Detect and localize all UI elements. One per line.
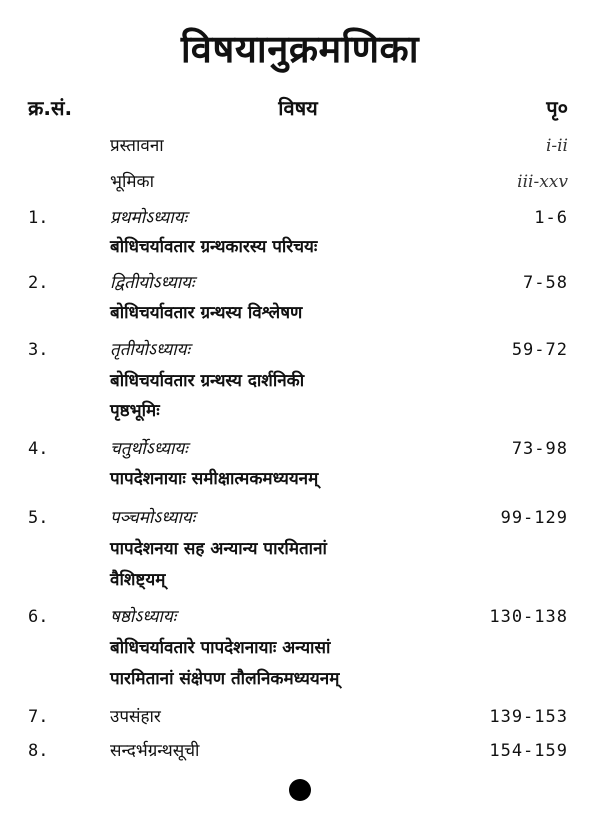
toc-entry-preface: [28, 133, 568, 159]
chapter-6-title-line-2: पारमितानां संक्षेपण तौलनिकमध्ययनम्: [110, 669, 340, 689]
entry-number: 1.: [28, 208, 49, 228]
header-page: पृ०: [546, 96, 568, 120]
entry-pages: 7-58: [523, 273, 568, 293]
entry-label: प्रथमोऽध्यायः: [110, 208, 187, 228]
chapter-1-title: बोधिचर्यावतार ग्रन्थकारस्य परिचयः: [110, 237, 318, 257]
toc-entry-chapter-8: [28, 738, 568, 764]
entry-pages: 1-6: [534, 208, 568, 228]
entry-pages: i-ii: [545, 136, 568, 156]
chapter-5-title-line-1: पापदेशनया सह अन्यान्य पारमितानां: [110, 539, 327, 559]
entry-number: 3.: [28, 340, 49, 360]
toc-entry-chapter-2: [28, 270, 568, 296]
entry-pages: 73-98: [511, 439, 568, 459]
toc-entry-chapter-4: [28, 436, 568, 462]
entry-number: 2.: [28, 273, 49, 293]
entry-number: 6.: [28, 607, 49, 627]
header-serial-number: क्र.सं.: [28, 96, 73, 120]
entry-pages: 139-153: [489, 707, 568, 727]
entry-number: 4.: [28, 439, 49, 459]
chapter-6-title-line-1: बोधिचर्यावतारे पापदेशनायाः अन्यासां: [110, 638, 331, 658]
entry-pages: 59-72: [511, 340, 568, 360]
page-title: विषयानुक्रमणिका: [180, 27, 420, 71]
chapter-3-title-line-1: बोधिचर्यावतार ग्रन्थस्य दार्शनिकी: [110, 371, 305, 391]
table-header: [28, 94, 568, 124]
entry-label: भूमिका: [110, 172, 154, 192]
toc-entry-chapter-6: [28, 604, 568, 630]
entry-number: 8.: [28, 741, 49, 761]
entry-number: 5.: [28, 508, 49, 528]
entry-number: 7.: [28, 707, 49, 727]
toc-entry-chapter-5: [28, 505, 568, 531]
entry-pages: 154-159: [489, 741, 568, 761]
toc-entry-chapter-1: [28, 205, 568, 231]
entry-label: सन्दर्भग्रन्थसूची: [110, 741, 200, 761]
toc-entry-introduction: [28, 169, 568, 195]
chapter-2-title: बोधिचर्यावतार ग्रन्थस्य विश्लेषण: [110, 303, 303, 323]
entry-pages: iii-xxv: [517, 172, 568, 192]
header-subject: विषय: [278, 96, 318, 120]
chapter-5-title-line-2: वैशिष्ट्यम्: [110, 570, 166, 590]
entry-pages: 130-138: [489, 607, 568, 627]
entry-label: षष्ठोऽध्यायः: [110, 607, 177, 627]
entry-label: उपसंहार: [110, 707, 161, 727]
entry-label: पञ्चमोऽध्यायः: [110, 508, 196, 528]
toc-entry-chapter-3: [28, 337, 568, 363]
bullet-dot-ornament: [289, 779, 311, 801]
toc-entry-chapter-7: [28, 704, 568, 730]
entry-label: चतुर्थोऽध्यायः: [110, 439, 188, 459]
chapter-3-title-line-2: पृष्ठभूमिः: [110, 401, 160, 421]
entry-pages: 99-129: [500, 508, 568, 528]
entry-label: प्रस्तावना: [110, 136, 164, 156]
entry-label: द्वितीयोऽध्यायः: [110, 273, 195, 293]
chapter-4-title: पापदेशनायाः समीक्षात्मकमध्ययनम्: [110, 469, 319, 489]
entry-label: तृतीयोऽध्यायः: [110, 340, 190, 360]
